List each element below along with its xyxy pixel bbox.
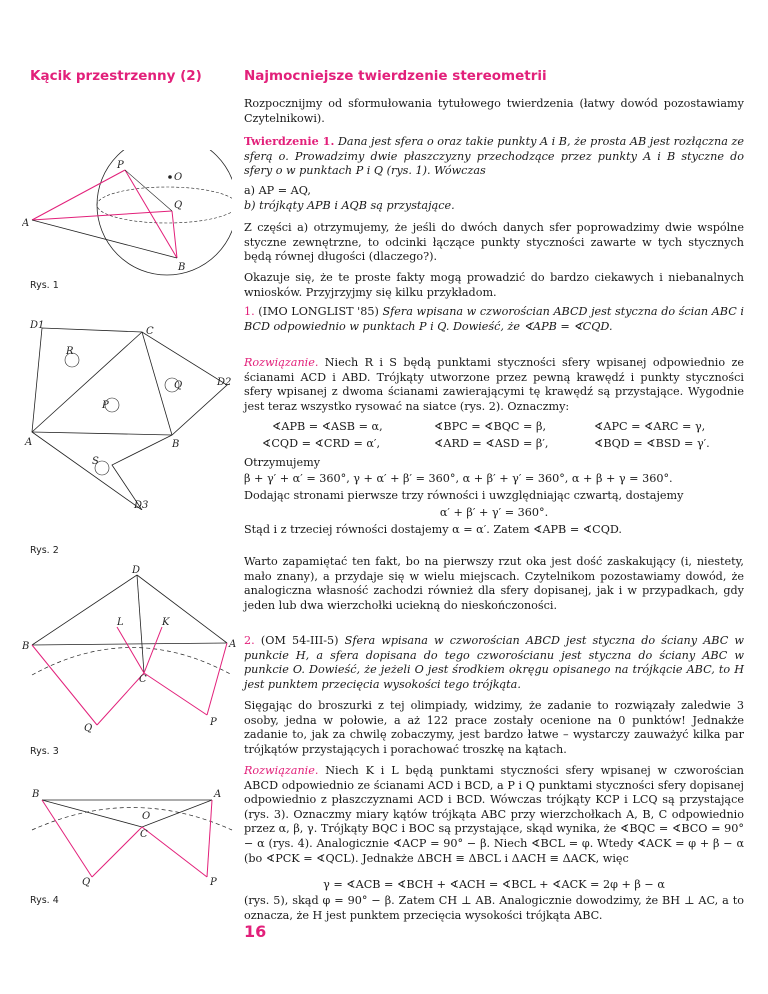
label-p3: P xyxy=(210,717,217,728)
add-text: Dodając stronami pierwsze trzy równości i uwzględniając czwartą, dostajemy xyxy=(244,489,684,502)
segment-ap xyxy=(207,643,227,715)
label-q3: Q xyxy=(84,723,93,734)
eq-alpha: ∢APB = ∢ASB = α, xyxy=(272,420,383,433)
label-b4: B xyxy=(32,789,40,800)
label-q: Q xyxy=(174,200,183,211)
label-d3: D3 xyxy=(134,500,149,510)
article-title: Najmocniejsze twierdzenie stereometrii xyxy=(244,68,547,84)
segment-ab xyxy=(32,220,177,258)
obtain-text: Otrzymujemy xyxy=(244,456,321,469)
circumcircle-arc xyxy=(32,808,232,831)
label-p: P xyxy=(117,160,124,171)
theorem-block xyxy=(244,134,744,179)
solution-2-final: (rys. 5), skąd φ = 90° − β. Zatem CH ⊥ AB. Analogicznie dowodzimy, że BH ⊥ AC, a to oznacza, że H jest punktem przecięcia wysokości trójkąta ABC. xyxy=(244,894,744,922)
label-q4: Q xyxy=(82,877,91,888)
label-q2: Q xyxy=(174,380,183,391)
problem-2-number: 2. xyxy=(244,634,255,647)
figure-4 xyxy=(22,785,237,890)
solution-2 xyxy=(244,764,744,866)
label-o4: O xyxy=(142,811,151,822)
solution-1-conclusion: Stąd i z trzeciej równości dostajemy α = α′. Zatem ∢APB = ∢CQD. xyxy=(244,523,622,536)
net-outline xyxy=(32,328,227,510)
label-c4: C xyxy=(140,829,148,840)
segment-aq xyxy=(32,211,172,220)
caption-fig-1: Rys. 1 xyxy=(30,280,59,291)
segment-ap xyxy=(32,170,125,220)
label-a4: A xyxy=(214,789,222,800)
solution-2-equation: γ = ∢ACB = ∢BCH + ∢ACH = ∢BCL + ∢ACK = 2φ + β − α xyxy=(323,878,665,891)
label-p4: P xyxy=(210,877,217,888)
label-r: R xyxy=(66,346,74,357)
figure-3 xyxy=(22,565,237,740)
page-number: 16 xyxy=(244,922,267,941)
edge-dc xyxy=(137,575,144,673)
segment-kc xyxy=(144,627,162,673)
problem-2-source: (OM 54-III-5) xyxy=(260,634,339,647)
eq-gamma: ∢APC = ∢ARC = γ, xyxy=(594,420,706,433)
eq-beta-prime: ∢ARD = ∢ASD = β′, xyxy=(434,437,549,450)
figure-1 xyxy=(22,150,232,280)
label-b3: B xyxy=(22,641,30,652)
solution-1-body: Niech R i S będą punktami styczności sfery wpisanej odpowiednio ze ścianami ACD i ABD. Trójkąty utworzone przez pewną krawędź i punkty styczności sfery wpisanej z dwoma ścianami zawierającymi tę krawędź są przystające. Wygodnie jest teraz wszystko rysować na siatce (rys. 2). Oznaczmy: xyxy=(244,356,744,413)
problem-1-number: 1. xyxy=(244,305,255,318)
label-b: B xyxy=(178,262,186,273)
theorem-body: Dana jest sfera o oraz takie punkty A i B, że prosta AB jest rozłączna ze sferą o. Prowadzimy dwie płaszczyzny przechodzące przez punkty A i B styczne do sfery o w punktach P i Q (rys. 1). Wówczas xyxy=(244,135,745,178)
eq-gamma-prime: ∢BQD = ∢BSD = γ′. xyxy=(594,437,710,450)
remember-paragraph: Warto zapamiętać ten fakt, bo na pierwszy rzut oka jest dość zaskakujący (i, niestety, mało znany), a przydaje się w wielu miejscach. Czytelnikom pozostawiamy dowód, że analogiczna własność zachodzi również dla sfery dopisanej, jak i w przypadkach, gdy jeden lub dwa wierzchołki uciekną do nieskończoności. xyxy=(244,555,744,612)
figure-2 xyxy=(22,320,237,510)
solution-2-body: Niech K i L będą punktami styczności sfery wpisanej w czworościan ABCD odpowiednio ze ścianami ACD i BCD, a P i Q punktami styczności sfery dopisanej odpowiednio z płaszczyznami ACD i BCD. Wówczas trójkąty KCP i LCQ są przystające (rys. 3). Oznaczmy miary kątów trójkąta ABC przy wierzchołkach A, B, C odpowiednio przez α, β, γ. Trójkąty BQC i BOC są przystające, skąd wynika, że ∢BQC = ∢BCO = 90° − α (rys. 4). Analogicznie ∢ACP = 90° − β. Niech ∢BCL = φ. Wtedy ∢ACK = φ + β − α (bo ∢PCK = ∢QCL). Jednakże ΔBCH ≡ ΔBCL i ΔACH ≡ ΔACK, więc xyxy=(244,764,744,865)
edge-ab xyxy=(32,432,172,435)
theorem-label: Twierdzenie 1. xyxy=(244,134,335,148)
segment-ap xyxy=(207,800,212,877)
result-equation: α′ + β′ + γ′ = 360°. xyxy=(439,506,549,519)
segment-pq xyxy=(125,170,172,211)
solution-2-label: Rozwiązanie. xyxy=(244,764,319,777)
consequence-paragraph: Z części a) otrzymujemy, że jeśli do dwóch danych sfer poprowadzimy dwie wspólne styczne zewnętrzne, to odcinki łączące punkty styczności zawarte w tych stycznych będą równej długości (dlaczego?). xyxy=(244,221,744,264)
intro-paragraph: Rozpocznijmy od sformułowania tytułowego twierdzenia (łatwy dowód pozostawiamy Czytelnikowi). xyxy=(244,97,744,125)
solution-1-label: Rozwiązanie. xyxy=(244,356,319,369)
label-l: L xyxy=(117,617,124,628)
label-c3: C xyxy=(139,674,147,685)
eq-beta: ∢BPC = ∢BQC = β, xyxy=(434,420,547,433)
eq-alpha-prime: ∢CQD = ∢CRD = α′, xyxy=(262,437,381,450)
sphere-equator xyxy=(97,187,232,223)
segment-cp xyxy=(142,827,207,877)
caption-fig-4: Rys. 4 xyxy=(30,895,59,906)
label-d: D xyxy=(132,565,141,576)
facts-paragraph: Okazuje się, że te proste fakty mogą prowadzić do bardzo ciekawych i niebanalnych wniosków. Przyjrzyjmy się kilku przykładom. xyxy=(244,271,744,299)
edge-ba xyxy=(32,643,227,645)
corner-title: Kącik przestrzenny (2) xyxy=(30,68,202,84)
problem-2 xyxy=(244,634,744,692)
label-p2: P xyxy=(102,400,109,411)
problem-2-body: Sfera wpisana w czworościan ABCD jest styczna do ściany ABC w punkcie H, a sfera dopisana do tego czworościanu jest styczna do ściany ABC w punkcie O. Dowieść, że jeżeli O jest środkiem okręgu opisanego na trójkącie ABC, to H jest punktem przecięcia wysokości tego trójkąta. xyxy=(244,634,745,691)
center-point-o xyxy=(168,175,172,179)
caption-fig-3: Rys. 3 xyxy=(30,746,59,757)
caption-fig-2: Rys. 2 xyxy=(30,545,59,556)
label-k: K xyxy=(162,617,170,628)
theorem-item-a: a) AP = AQ, xyxy=(244,184,311,197)
label-c: C xyxy=(146,326,154,337)
olympiad-paragraph: Sięgając do broszurki z tej olimpiady, widzimy, że zadanie to rozwiązały zaledwie 3 osoby, jedna w połowie, a aż 122 prace zostały ocenione na 0 punktów! Jednakże zadanie to, jak za chwilę zobaczymy, jest bardzo łatwe – wystarczy zauważyć kilka par trójkątów przystających i porachować troszkę na kątach. xyxy=(244,699,744,756)
problem-1-body: Sfera wpisana w czworościan ABCD jest styczna do ścian ABC i BCD odpowiednio w punktach P i Q. Dowieść, że ∢APB = ∢CQD. xyxy=(244,305,744,333)
label-d2: D2 xyxy=(217,377,232,388)
label-b2: B xyxy=(172,439,180,450)
label-o: O xyxy=(174,172,183,183)
theorem-item-b: b) trójkąty APB i AQB są przystające. xyxy=(244,199,455,212)
segment-lc xyxy=(117,627,144,673)
segment-cp xyxy=(144,673,207,715)
label-a3: A xyxy=(229,639,237,650)
angle-sums: β + γ′ + α′ = 360°, γ + α′ + β′ = 360°, α + β′ + γ′ = 360°, α + β + γ = 360°. xyxy=(244,472,673,485)
label-d1: D1 xyxy=(30,320,45,331)
label-a: A xyxy=(22,218,30,229)
problem-1 xyxy=(244,305,744,334)
segment-cq xyxy=(92,827,142,877)
problem-1-source: (IMO LONGLIST '85) xyxy=(258,305,379,318)
segment-cq xyxy=(97,673,144,725)
segment-bq xyxy=(32,645,97,725)
solution-1 xyxy=(244,356,744,414)
label-s: S xyxy=(92,456,99,467)
edge-da xyxy=(137,575,227,643)
label-a2: A xyxy=(25,437,33,448)
edge-ac xyxy=(32,332,142,432)
edge-ac xyxy=(142,800,212,827)
